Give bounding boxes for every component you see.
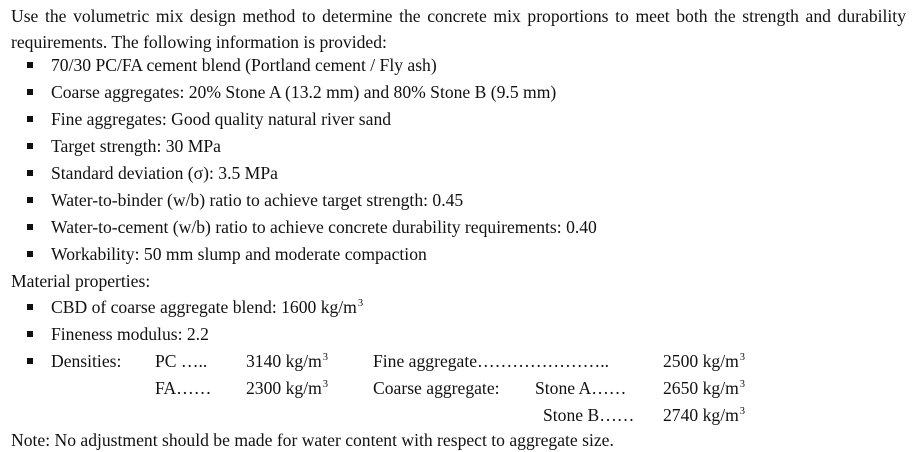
- list-item: 70/30 PC/FA cement blend (Portland cement / Fly ash): [51, 55, 437, 75]
- list-item: Fine aggregates: Good quality natural river sand: [51, 109, 392, 129]
- cbd-item: [51, 296, 363, 322]
- fa-density-value: 2300: [246, 378, 282, 398]
- bullet-icon: [27, 358, 33, 364]
- cbd-exponent: 3: [357, 298, 364, 309]
- intro-paragraph: Use the volumetric mix design method to determine the concrete mix proportions to meet both the strength and durability requirements. The following information is provided:: [11, 6, 906, 52]
- bullet-icon: [27, 170, 33, 176]
- note-text: Note: No adjustment should be made for water content with respect to aggregate size.: [11, 430, 614, 450]
- pc-density-unit: kg/m: [285, 351, 322, 371]
- stone-a-density-value: 2650: [663, 378, 699, 398]
- fa-density-unit: kg/m: [285, 378, 322, 398]
- list-item: Coarse aggregates: 20% Stone A (13.2 mm) and 80% Stone B (9.5 mm): [51, 82, 557, 102]
- list-item: Water-to-binder (w/b) ratio to achieve target strength: 0.45: [51, 190, 464, 210]
- bullet-icon: [27, 197, 33, 203]
- coarse-aggregate-label: Coarse aggregate:: [373, 378, 500, 398]
- fa-density-exponent: 3: [322, 379, 329, 390]
- stone-a-label: Stone A……: [535, 378, 627, 398]
- stone-b-density-value: 2740: [663, 405, 699, 425]
- densities-label: Densities:: [51, 351, 122, 371]
- stone-b-density-exponent: 3: [739, 406, 746, 417]
- bullet-icon: [27, 224, 33, 230]
- bullet-icon: [27, 143, 33, 149]
- stone-a-density-exponent: 3: [739, 379, 746, 390]
- pc-density-exponent: 3: [322, 352, 329, 363]
- fine-aggregate-density: [663, 350, 745, 376]
- fa-label: FA……: [155, 378, 212, 398]
- stone-a-density-unit: kg/m: [702, 378, 739, 398]
- fine-aggregate-density-exponent: 3: [739, 352, 746, 363]
- fine-aggregate-label: Fine aggregate…………………..: [373, 351, 610, 371]
- bullet-icon: [27, 304, 33, 310]
- pc-label: PC …..: [155, 351, 208, 371]
- bullet-icon: [27, 89, 33, 95]
- list-item: Water-to-cement (w/b) ratio to achieve concrete durability requirements: 0.40: [51, 217, 597, 237]
- stone-b-density: [663, 404, 745, 430]
- list-item: Target strength: 30 MPa: [51, 136, 221, 156]
- cbd-text: CBD of coarse aggregate blend: 1600 kg/m: [51, 297, 357, 317]
- pc-density: [246, 350, 328, 376]
- list-item: Standard deviation (σ): 3.5 MPa: [51, 163, 278, 183]
- stone-a-density: [663, 377, 745, 403]
- bullet-icon: [27, 116, 33, 122]
- fineness-item: Fineness modulus: 2.2: [51, 324, 209, 344]
- fine-aggregate-density-unit: kg/m: [702, 351, 739, 371]
- stone-b-density-unit: kg/m: [702, 405, 739, 425]
- list-item: Workability: 50 mm slump and moderate compaction: [51, 244, 427, 264]
- fine-aggregate-density-value: 2500: [663, 351, 699, 371]
- fa-density: [246, 377, 328, 403]
- material-properties-heading: Material properties:: [11, 271, 151, 291]
- stone-b-label: Stone B……: [543, 405, 635, 425]
- bullet-icon: [27, 251, 33, 257]
- pc-density-value: 3140: [246, 351, 282, 371]
- bullet-icon: [27, 331, 33, 337]
- bullet-icon: [27, 62, 33, 68]
